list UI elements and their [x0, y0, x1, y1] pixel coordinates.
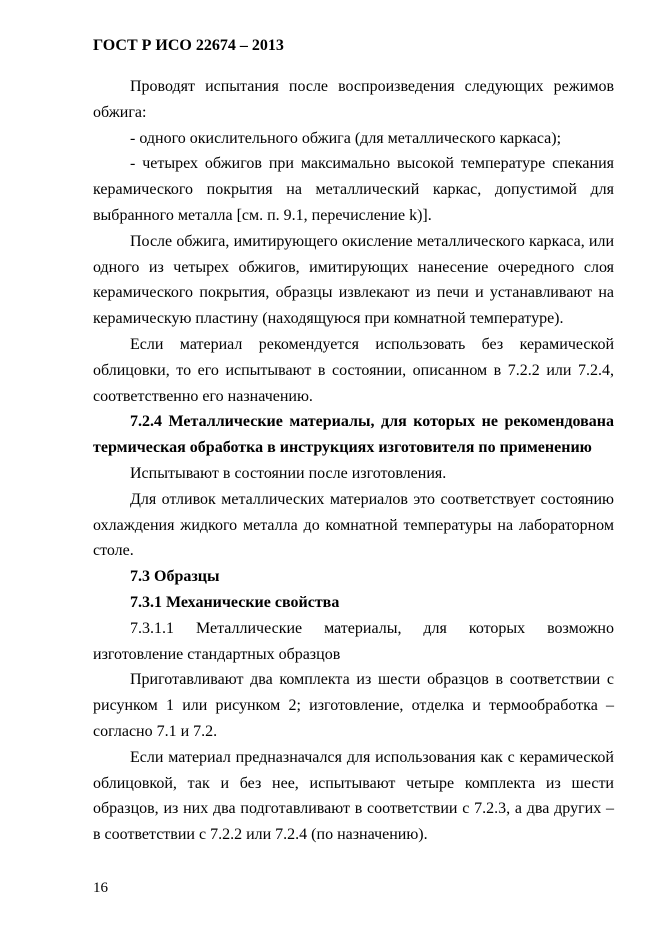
paragraph-oxidation-firing: - одного окислительного обжига (для металлического каркаса);: [130, 129, 562, 147]
paragraph-without-ceramic: Если материал рекомендуется использовать без керамической облицовки, то его испытывают в состоянии, описанном в 7.2.2 или 7.2.4, соответственно его назначению.: [93, 335, 614, 405]
document-header-title: ГОСТ Р ИСО 22674 – 2013: [93, 37, 284, 54]
page-number: 16: [93, 880, 108, 896]
paragraph-castings: Для отливок металлических материалов это соответствует состоянию охлаждения жидкого металла до комнатной температуры на лабораторном столе.: [93, 490, 614, 560]
section-heading-7-3-1-1: 7.3.1.1 Металлические материалы, для которых возможно изготовление стандартных образцов: [93, 619, 614, 663]
document-body: [93, 74, 614, 848]
paragraph-as-manufactured: Испытывают в состоянии после изготовления.: [130, 464, 447, 482]
section-heading-7-3: 7.3 Образцы: [130, 568, 220, 586]
paragraph-after-firing: После обжига, имитирующего окисление металлического каркаса, или одного из четырех обжигов, имитирующих нанесение очередного слоя керамического покрытия, образцы извлекают из печи и устанавливают на керамическую пластину (находящуюся при комнатной температуре).: [93, 232, 614, 328]
paragraph-firing-intro: Проводят испытания после воспроизведения следующих режимов обжига:: [93, 78, 614, 121]
paragraph-two-sets: Приготавливают два комплекта из шести образцов в соответствии с рисунком 1 или рисунком 2; изготовление, отделка и термообработка – согласно 7.1 и 7.2.: [93, 671, 614, 740]
paragraph-four-firings: - четырех обжигов при максимально высокой температуре спекания керамического покрытия на металлический каркас, допустимой для выбранного металла [см. п. 9.1, перечисление k)].: [93, 155, 614, 224]
section-heading-7-2-4: 7.2.4 Металлические материалы, для которых не рекомендована термическая обработка в инструкциях изготовителя по применению: [93, 413, 614, 457]
paragraph-four-sets: Если материал предназначался для использования как с керамической облицовкой, так и без нее, испытывают четыре комплекта из шести образцов, из них два подготавливают в соответствии с 7.2.3, а два других – в соответствии с 7.2.2 или 7.2.4 (по назначению).: [93, 748, 614, 844]
section-heading-7-3-1: 7.3.1 Механические свойства: [130, 593, 340, 611]
